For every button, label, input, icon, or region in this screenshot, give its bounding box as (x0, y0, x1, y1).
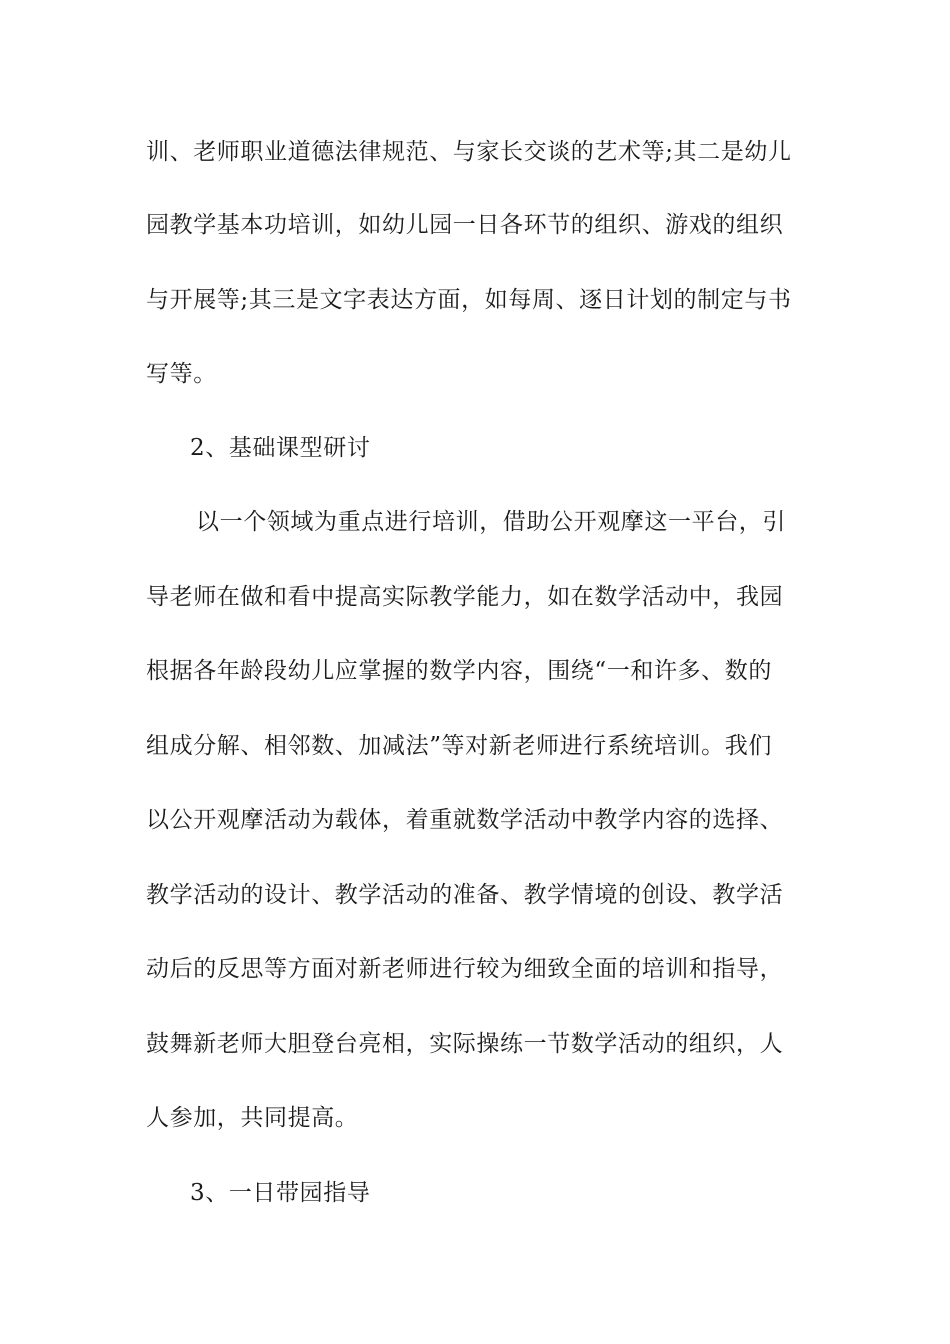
paragraph-line: 与开展等;其三是文字表达方面，如每周、逐日计划的制定与书 (146, 287, 792, 313)
paragraph-line: 鼓舞新老师大胆登台亮相，实际操练一节数学活动的组织，人 (146, 1031, 784, 1057)
paragraph-line: 人参加，共同提高。 (146, 1105, 359, 1131)
paragraph-line: 教学活动的设计、教学活动的准备、教学情境的创设、教学活 (146, 882, 784, 908)
paragraph-line: 训、老师职业道德法律规范、与家长交谈的艺术等;其二是幼儿 (146, 139, 792, 165)
paragraph-line: 写等。 (146, 361, 217, 387)
paragraph-line: 以公开观摩活动为载体，着重就数学活动中教学内容的选择、 (146, 807, 784, 833)
paragraph-line: 园教学基本功培训，如幼儿园一日各环节的组织、游戏的组织 (146, 212, 784, 238)
paragraph-line: 导老师在做和看中提高实际教学能力，如在数学活动中，我园 (146, 584, 784, 610)
paragraph-line: 以一个领域为重点进行培训，借助公开观摩这一平台，引 (196, 509, 786, 535)
paragraph-line: 根据各年龄段幼儿应掌握的数学内容，围绕“一和许多、数的 (146, 658, 772, 684)
paragraph-line: 组成分解、相邻数、加减法”等对新老师进行系统培训。我们 (146, 733, 772, 759)
section-heading: 2、基础课型研讨 (190, 435, 371, 461)
paragraph-line: 动后的反思等方面对新老师进行较为细致全面的培训和指导， (146, 956, 784, 982)
section-heading: 3、一日带园指导 (190, 1180, 371, 1206)
